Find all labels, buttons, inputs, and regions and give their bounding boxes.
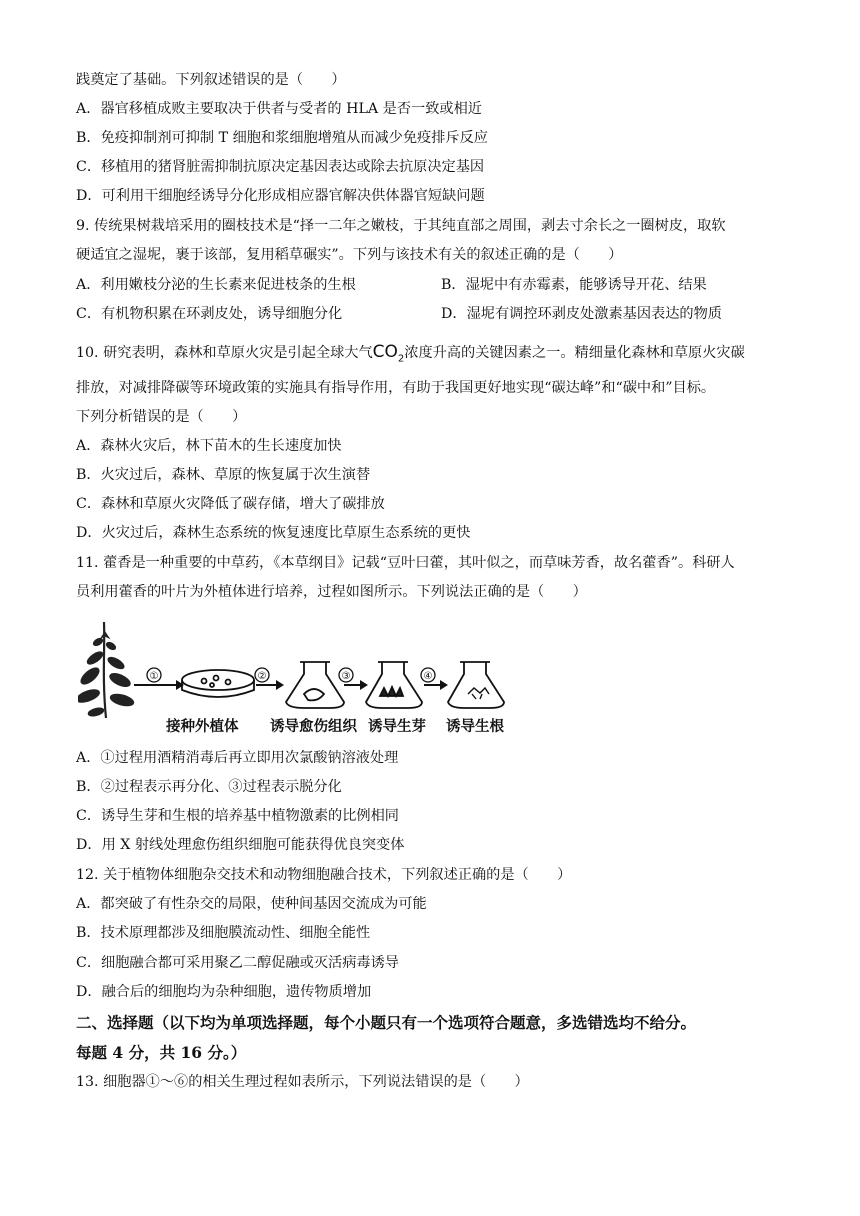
flask-callus-icon [286,662,344,708]
option-a: A．①过程用酒精消毒后再立即用次氯酸钠溶液处理 [76,750,399,766]
option-c: C．有机物积累在环剥皮处，诱导细胞分化 [76,306,343,322]
option-b: B．湿坭中有赤霉素，能够诱导开花、结果 [441,277,707,293]
step-1-label: ① [149,671,159,682]
question-10-stem-part2: 浓度升高的关键因素之一。精细量化森林和草原火灾碳 [404,345,745,361]
plant-icon [78,622,135,718]
option-b: B．技术原理都涉及细胞膜流动性、细胞全能性 [76,925,371,941]
option-b: B．②过程表示再分化、③过程表示脱分化 [76,779,342,795]
option-d: D．可利用干细胞经诱导分化形成相应器官解决供体器官短缺问题 [76,188,485,204]
option-c: C．森林和草原火灾降低了碳存储，增大了碳排放 [76,496,385,512]
question-10-stem-cont: 下列分析错误的是（ ） [76,409,247,425]
option-c: C．细胞融合都可采用聚乙二醇促融或灭活病毒诱导 [76,955,399,971]
question-10-stem-cont: 排放，对减排降碳等环境政策的实施具有指导作用，有助于我国更好地实现“碳达峰”和“碳中和”目标。 [76,380,716,396]
question-11-stem-cont: 员利用藿香的叶片为外植体进行培养，过程如图所示。下列说法正确的是（ ） [76,584,587,600]
option-c: C．诱导生芽和生根的培养基中植物激素的比例相同 [76,808,399,824]
question-10-stem-part1: 10. 研究表明，森林和草原火灾是引起全球大气 [76,345,373,361]
step-3-label: ③ [341,671,351,682]
question-13-stem: 13. 细胞器①～⑥的相关生理过程如表所示，下列说法错误的是（ ） [76,1074,529,1090]
option-d: D．湿坭有调控环剥皮处激素基因表达的物质 [441,306,722,322]
figure-label-4: 诱导生根 [446,719,504,735]
option-a: A．利用嫩枝分泌的生长素来促进枝条的生根 [76,277,356,293]
option-b: B．火灾过后，森林、草原的恢复属于次生演替 [76,467,371,483]
arrow-icon [134,668,184,690]
figure-label-3: 诱导生芽 [368,719,426,735]
step-4-label: ④ [423,671,433,682]
section-heading-cont: 每题 4 分，共 16 分。） [76,1043,247,1062]
arrow-icon [339,668,368,690]
question-9-stem-cont: 硬适宜之湿坭，裹于该部，复用稻草碾实”。下列与该技术有关的叙述正确的是（ ） [76,247,623,263]
co2-subscript: 2 [397,353,405,365]
option-c: C．移植用的猪肾脏需抑制抗原决定基因表达或除去抗原决定基因 [76,159,485,175]
question-11-stem: 11. 藿香是一种重要的中草药，《本草纲目》记载“豆叶曰藿，其叶似之，而草味芳香，故名藿香”。科研人 [76,555,735,571]
flask-shoots-icon [366,662,422,708]
flask-roots-icon [448,662,504,708]
option-b: B．免疫抑制剂可抑制 T 细胞和浆细胞增殖从而减少免疫排斥反应 [76,130,488,146]
question-12-stem: 12. 关于植物体细胞杂交技术和动物细胞融合技术，下列叙述正确的是（ ） [76,867,572,883]
text-line: 践奠定了基础。下列叙述错误的是（ ） [76,72,346,88]
co2-formula [372,342,405,365]
option-d: D．火灾过后，森林生态系统的恢复速度比草原生态系统的更快 [76,525,471,541]
option-d: D．融合后的细胞均为杂种细胞，遗传物质增加 [76,984,372,1000]
arrow-icon [255,668,284,690]
option-a: A．器官移植成败主要取决于供者与受者的 HLA 是否一致或相近 [76,101,482,117]
petri-dish-icon [182,670,254,697]
option-d: D．用 X 射线处理愈伤组织细胞可能获得优良突变体 [76,837,405,853]
question-10-stem [76,342,745,369]
step-2-label: ② [257,671,267,682]
section-heading: 二、选择题（以下均为单项选择题，每个小题只有一个选项符合题意，多选错选均不给分。 [76,1013,697,1032]
question-9-stem: 9. 传统果树栽培采用的圈枝技术是“择一二年之嫩枝，于其纯直部之周围，剥去寸余长之一圈树皮，取软 [76,218,726,234]
tissue-culture-figure [78,618,518,738]
option-a: A．都突破了有性杂交的局限，使种间基因交流成为可能 [76,896,427,912]
figure-label-1: 接种外植体 [166,719,239,735]
co2-main: CO [372,342,398,362]
arrow-icon [421,668,448,690]
figure-label-2: 诱导愈伤组织 [270,719,357,735]
option-a: A．森林火灾后，林下苗木的生长速度加快 [76,438,342,454]
